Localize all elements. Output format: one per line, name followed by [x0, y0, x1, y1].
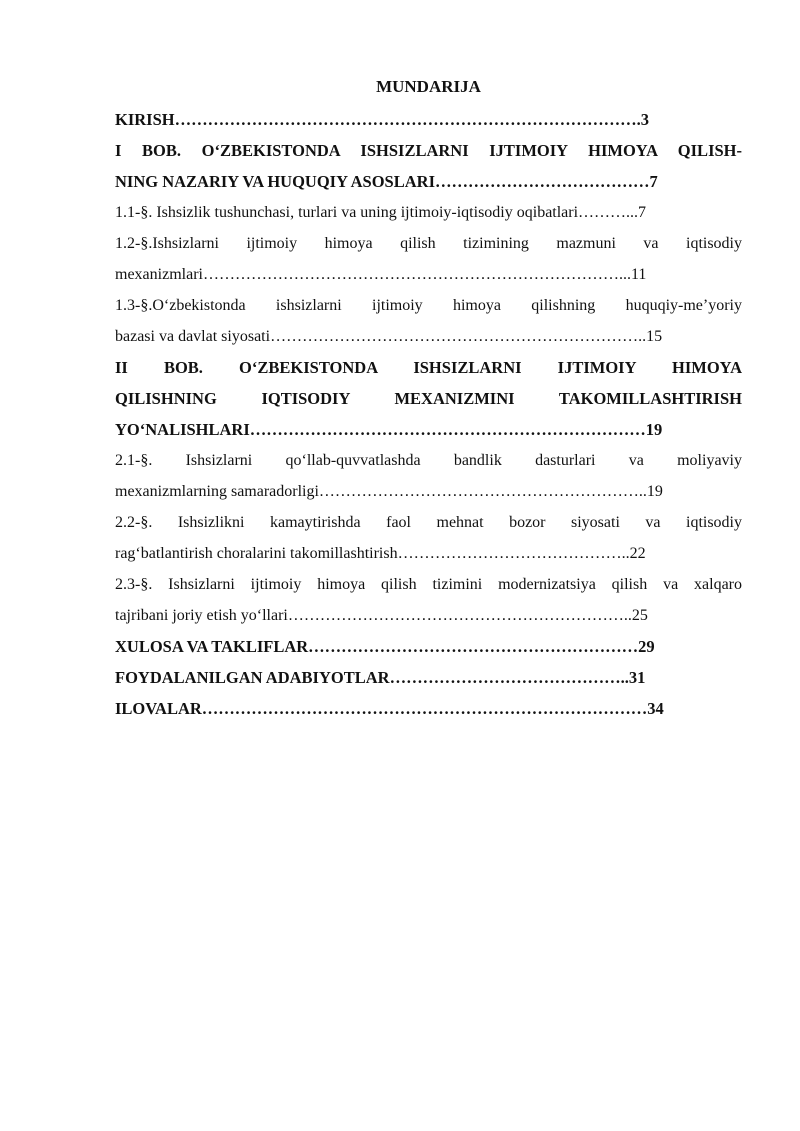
toc-entry-line: 1.3-§.O‘zbekistonda ishsizlarni ijtimoiy himoya qilishning huquqiy-me’yoriy	[115, 297, 742, 314]
toc-entry-section-2-2[interactable]	[115, 507, 742, 569]
toc-entry-appendices[interactable]	[115, 693, 742, 724]
toc-entry-chapter-2[interactable]	[115, 352, 742, 445]
toc-entry-line: I BOB. O‘ZBEKISTONDA ISHSIZLARNI IJTIMOIY HIMOYA QILISH-	[115, 141, 742, 160]
toc-entry-line: FOYDALANILGAN ADABIYOTLAR……………………………………..31	[115, 668, 646, 687]
toc-entry-line: ILOVALAR………………………………………………………………………34	[115, 699, 664, 718]
toc-entry-line: 1.2-§.Ishsizlarni ijtimoiy himoya qilish tizimining mazmuni va iqtisodiy	[115, 235, 742, 252]
toc-entry-line: 1.1-§. Ishsizlik tushunchasi, turlari va uning ijtimoiy-iqtisodiy oqibatlari………...7	[115, 204, 647, 221]
toc-entry-section-2-3[interactable]	[115, 569, 742, 631]
toc-entry-line: tajribani joriy etish yo‘llari………………………………………………………..25	[115, 607, 648, 624]
toc-entry-line: XULOSA VA TAKLIFLAR……………………………………………………29	[115, 637, 655, 656]
toc-entry-section-2-1[interactable]	[115, 445, 742, 507]
toc-entry-introduction[interactable]	[115, 104, 742, 135]
toc-entry-line: 2.1-§. Ishsizlarni qo‘llab-quvvatlashda bandlik dasturlari va moliyaviy	[115, 452, 742, 469]
toc-entry-line: KIRISH………………………………………………………………………….3	[115, 110, 649, 129]
toc-title: MUNDARIJA	[376, 77, 481, 96]
toc-entry-line: NING NAZARIY VA HUQUQIY ASOSLARI…………………………………7	[115, 172, 658, 191]
toc-entry-references[interactable]	[115, 662, 742, 693]
toc-entry-section-1-1[interactable]	[115, 197, 742, 228]
toc-entry-line: 2.3-§. Ishsizlarni ijtimoiy himoya qilish tizimini modernizatsiya qilish va xalqaro	[115, 576, 742, 593]
toc-entry-chapter-1[interactable]	[115, 135, 742, 197]
toc-entry-line: II BOB. O‘ZBEKISTONDA ISHSIZLARNI IJTIMOIY HIMOYA	[115, 358, 742, 377]
toc-entry-line: rag‘batlantirish choralarini takomillashtirish……………………………………..22	[115, 545, 646, 562]
toc-entry-line: YO‘NALISHLARI………………………………………………………………19	[115, 420, 663, 439]
table-of-contents	[115, 76, 742, 724]
toc-entry-line: mexanizmlarning samaradorligi……………………………………………………..19	[115, 483, 663, 500]
toc-entry-section-1-2[interactable]	[115, 228, 742, 290]
toc-entry-line: QILISHNING IQTISODIY MEXANIZMINI TAKOMILLASHTIRISH	[115, 389, 742, 408]
toc-entry-conclusions[interactable]	[115, 631, 742, 662]
toc-entry-line: mexanizmlari……………………………………………………………………...11	[115, 266, 647, 283]
toc-entry-line: 2.2-§. Ishsizlikni kamaytirishda faol mehnat bozor siyosati va iqtisodiy	[115, 514, 742, 531]
toc-entry-section-1-3[interactable]	[115, 290, 742, 352]
toc-entry-line: bazasi va davlat siyosati……………………………………………………………..15	[115, 328, 663, 345]
